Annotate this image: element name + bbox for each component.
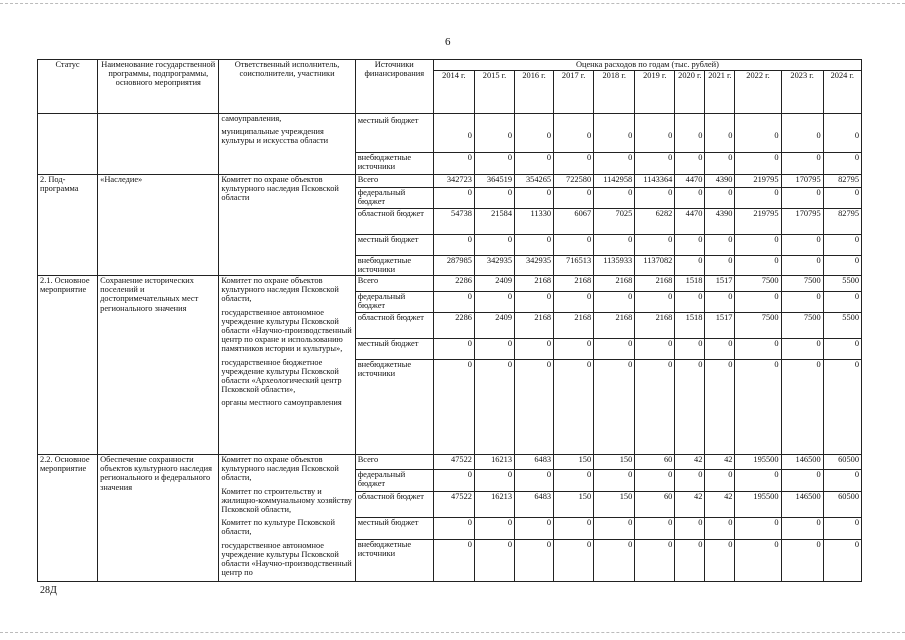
amount-cell: 0 [594,339,635,360]
amount-cell: 0 [735,292,781,313]
amount-cell: 2286 [433,276,474,292]
amount-cell: 0 [781,339,823,360]
header-status: Статус [38,60,98,114]
amount-cell: 21584 [474,209,514,235]
row-responsible [219,175,355,276]
amount-cell: 2168 [594,313,635,339]
amount-cell: 0 [433,517,474,539]
amount-cell: 0 [594,153,635,175]
amount-cell: 170795 [781,175,823,188]
amount-cell: 219795 [735,209,781,235]
amount-cell: 42 [705,491,735,517]
amount-cell: 0 [635,114,675,153]
amount-cell: 0 [515,517,554,539]
amount-cell: 0 [823,188,861,209]
amount-cell: 0 [823,153,861,175]
amount-cell: 0 [554,539,594,582]
amount-cell: 1518 [675,313,705,339]
year-header: 2019 г. [635,71,675,114]
amount-cell: 150 [594,455,635,470]
amount-cell: 4390 [705,209,735,235]
amount-cell: 0 [781,256,823,276]
amount-cell: 0 [433,469,474,491]
amount-cell: 6282 [635,209,675,235]
page-number: 6 [445,36,451,48]
amount-cell: 0 [554,292,594,313]
responsible-party: Комитет по культуре Псковской области, [221,518,335,537]
scan-edge-bottom [0,632,905,633]
amount-cell: 0 [474,517,514,539]
amount-cell: 0 [705,469,735,491]
amount-cell: 219795 [735,175,781,188]
table-body [38,114,862,582]
amount-cell: 0 [433,339,474,360]
amount-cell: 0 [433,292,474,313]
amount-cell: 0 [474,153,514,175]
amount-cell: 60500 [823,491,861,517]
amount-cell: 7500 [781,276,823,292]
amount-cell: 0 [781,539,823,582]
amount-cell: 150 [594,491,635,517]
amount-cell: 0 [594,292,635,313]
table-row [38,175,862,188]
responsible-party: Комитет по охране объектов культурного наследия Псковской области, [221,276,339,304]
amount-cell: 342935 [515,256,554,276]
row-status [38,114,98,175]
amount-cell: 7500 [735,313,781,339]
amount-cell: 42 [675,491,705,517]
amount-cell: 0 [635,539,675,582]
amount-cell: 0 [515,360,554,455]
year-header: 2020 г. [675,71,705,114]
header-sources: Источники финансирования [355,60,433,114]
funding-source: местный бюджет [355,114,433,153]
amount-cell: 16213 [474,455,514,470]
funding-source: местный бюджет [355,235,433,256]
funding-source: областной бюджет [355,491,433,517]
amount-cell: 0 [554,339,594,360]
amount-cell: 0 [675,114,705,153]
amount-cell: 0 [433,235,474,256]
year-header: 2023 г. [781,71,823,114]
amount-cell: 0 [823,292,861,313]
amount-cell: 0 [705,153,735,175]
amount-cell: 5500 [823,313,861,339]
amount-cell: 2168 [635,313,675,339]
amount-cell: 0 [823,360,861,455]
funding-source: внебюджетные источники [355,153,433,175]
amount-cell: 0 [705,339,735,360]
amount-cell: 0 [474,469,514,491]
funding-source: внебюджетные источники [355,360,433,455]
amount-cell: 7500 [781,313,823,339]
amount-cell: 0 [635,188,675,209]
amount-cell: 2168 [515,276,554,292]
amount-cell: 0 [675,517,705,539]
amount-cell: 0 [735,235,781,256]
amount-cell: 0 [594,188,635,209]
amount-cell: 0 [735,114,781,153]
year-header: 2017 г. [554,71,594,114]
funding-source: федеральный бюджет [355,292,433,313]
amount-cell: 0 [705,188,735,209]
amount-cell: 1517 [705,313,735,339]
amount-cell: 0 [735,539,781,582]
amount-cell: 16213 [474,491,514,517]
table-row [38,114,862,153]
amount-cell: 0 [635,339,675,360]
amount-cell: 0 [705,360,735,455]
row-program-name: Обеспечение сохранности объектов культурного наследия регионального и федерального значения [98,455,219,582]
responsible-party: Комитет по охране объектов культурного наследия Псковской области, [221,455,339,483]
amount-cell: 0 [594,517,635,539]
amount-cell: 150 [554,455,594,470]
amount-cell: 42 [675,455,705,470]
amount-cell: 0 [635,235,675,256]
amount-cell: 0 [554,517,594,539]
row-program-name: «Наследие» [98,175,219,276]
amount-cell: 0 [675,339,705,360]
amount-cell: 0 [474,339,514,360]
amount-cell: 0 [823,235,861,256]
amount-cell: 716513 [554,256,594,276]
amount-cell: 0 [781,360,823,455]
scan-edge-top [0,3,905,4]
funding-source: федеральный бюджет [355,469,433,491]
amount-cell: 0 [515,292,554,313]
row-program-name [98,114,219,175]
amount-cell: 2168 [635,276,675,292]
amount-cell: 722580 [554,175,594,188]
funding-source: областной бюджет [355,209,433,235]
amount-cell: 364519 [474,175,514,188]
budget-table [37,59,862,582]
year-header: 2016 г. [515,71,554,114]
responsible-party: самоуправления, [221,114,282,123]
amount-cell: 0 [735,256,781,276]
amount-cell: 0 [675,188,705,209]
amount-cell: 0 [823,339,861,360]
amount-cell: 82795 [823,209,861,235]
amount-cell: 1137082 [635,256,675,276]
amount-cell: 0 [675,235,705,256]
amount-cell: 0 [594,114,635,153]
amount-cell: 0 [594,360,635,455]
amount-cell: 0 [474,235,514,256]
amount-cell: 0 [635,469,675,491]
amount-cell: 342723 [433,175,474,188]
amount-cell: 0 [474,539,514,582]
year-header: 2024 г. [823,71,861,114]
amount-cell: 0 [705,292,735,313]
amount-cell: 7500 [735,276,781,292]
row-status: 2. Под-программа [38,175,98,276]
amount-cell: 7025 [594,209,635,235]
amount-cell: 0 [675,360,705,455]
amount-cell: 0 [594,539,635,582]
amount-cell: 4390 [705,175,735,188]
amount-cell: 0 [823,469,861,491]
amount-cell: 0 [675,539,705,582]
amount-cell: 2409 [474,276,514,292]
amount-cell: 342935 [474,256,514,276]
row-responsible [219,455,355,582]
amount-cell: 0 [781,292,823,313]
amount-cell: 6483 [515,491,554,517]
amount-cell: 47522 [433,491,474,517]
amount-cell: 0 [705,235,735,256]
amount-cell: 0 [554,114,594,153]
amount-cell: 0 [554,153,594,175]
amount-cell: 287985 [433,256,474,276]
responsible-party: Комитет по охране объектов культурного наследия Псковской области [221,175,339,203]
amount-cell: 0 [515,188,554,209]
amount-cell: 0 [781,517,823,539]
amount-cell: 146500 [781,455,823,470]
amount-cell: 0 [823,114,861,153]
amount-cell: 2168 [554,313,594,339]
year-header: 2021 г. [705,71,735,114]
amount-cell: 4470 [675,209,705,235]
amount-cell: 0 [515,114,554,153]
amount-cell: 0 [735,360,781,455]
amount-cell: 0 [781,469,823,491]
amount-cell: 0 [705,539,735,582]
amount-cell: 0 [781,188,823,209]
amount-cell: 1143364 [635,175,675,188]
funding-source: внебюджетные источники [355,539,433,582]
amount-cell: 1135933 [594,256,635,276]
amount-cell: 0 [781,153,823,175]
year-header: 2014 г. [433,71,474,114]
amount-cell: 0 [675,469,705,491]
amount-cell: 0 [735,153,781,175]
amount-cell: 60 [635,455,675,470]
amount-cell: 2286 [433,313,474,339]
responsible-party: государственное автономное учреждение культуры Псковской области «Научно-производственный центр по охране и использованию памятников истории и культуры», [221,307,352,354]
year-header: 2018 г. [594,71,635,114]
funding-source: Всего [355,276,433,292]
amount-cell: 0 [735,339,781,360]
amount-cell: 146500 [781,491,823,517]
funding-source: местный бюджет [355,339,433,360]
funding-source: местный бюджет [355,517,433,539]
amount-cell: 0 [675,292,705,313]
amount-cell: 2168 [594,276,635,292]
row-program-name: Сохранение исторических поселений и достопримечательных мест регионального значения [98,276,219,455]
amount-cell: 6483 [515,455,554,470]
amount-cell: 0 [781,114,823,153]
amount-cell: 150 [554,491,594,517]
amount-cell: 0 [474,114,514,153]
amount-cell: 195500 [735,455,781,470]
amount-cell: 42 [705,455,735,470]
responsible-party: Комитет по строительству и жилищно-коммунальному хозяйству Псковской области, [221,486,352,515]
responsible-party: муниципальные учреждения культуры и искусства области [221,127,329,146]
amount-cell: 0 [474,360,514,455]
table-header [38,60,862,114]
amount-cell: 0 [635,517,675,539]
amount-cell: 0 [675,153,705,175]
amount-cell: 54738 [433,209,474,235]
amount-cell: 0 [635,292,675,313]
year-header: 2015 г. [474,71,514,114]
amount-cell: 0 [594,469,635,491]
header-responsible: Ответственный исполнитель, соисполнители, участники [219,60,355,114]
amount-cell: 0 [705,256,735,276]
amount-cell: 2409 [474,313,514,339]
amount-cell: 0 [735,517,781,539]
amount-cell: 0 [705,517,735,539]
funding-source: Всего [355,175,433,188]
amount-cell: 0 [823,517,861,539]
amount-cell: 0 [675,256,705,276]
amount-cell: 0 [433,114,474,153]
row-status: 2.1. Основное мероприятие [38,276,98,455]
amount-cell: 11330 [515,209,554,235]
amount-cell: 2168 [515,313,554,339]
amount-cell: 0 [515,539,554,582]
responsible-party: государственное автономное учреждение культуры Псковской области «Научно-производственный центр по [221,540,352,578]
row-responsible [219,114,355,175]
amount-cell: 0 [823,256,861,276]
amount-cell: 1518 [675,276,705,292]
header-name: Наименование государственной программы, подпрограммы, основного мероприятия [98,60,219,114]
amount-cell: 0 [474,292,514,313]
document-code: 28Д [40,585,57,596]
funding-source: внебюджетные источники [355,256,433,276]
amount-cell: 354265 [515,175,554,188]
amount-cell: 2168 [554,276,594,292]
amount-cell: 0 [515,469,554,491]
row-status: 2.2. Основное мероприятие [38,455,98,582]
amount-cell: 82795 [823,175,861,188]
amount-cell: 6067 [554,209,594,235]
amount-cell: 47522 [433,455,474,470]
amount-cell: 5500 [823,276,861,292]
amount-cell: 0 [635,153,675,175]
amount-cell: 1142958 [594,175,635,188]
amount-cell: 0 [515,339,554,360]
amount-cell: 0 [515,153,554,175]
amount-cell: 0 [705,114,735,153]
amount-cell: 0 [474,188,514,209]
funding-source: Всего [355,455,433,470]
amount-cell: 0 [554,469,594,491]
responsible-party: органы местного самоуправления [221,398,342,408]
amount-cell: 0 [735,469,781,491]
amount-cell: 0 [554,188,594,209]
amount-cell: 1517 [705,276,735,292]
amount-cell: 0 [433,188,474,209]
row-responsible [219,276,355,455]
amount-cell: 0 [781,235,823,256]
amount-cell: 170795 [781,209,823,235]
header-estimate: Оценка расходов по годам (тыс. рублей) [433,60,861,71]
amount-cell: 0 [554,360,594,455]
amount-cell: 0 [635,360,675,455]
amount-cell: 0 [735,188,781,209]
amount-cell: 195500 [735,491,781,517]
table-row [38,455,862,470]
amount-cell: 0 [433,360,474,455]
responsible-party: государственное бюджетное учреждение культуры Псковской области «Археологический центр Псковской области», [221,357,342,395]
year-header: 2022 г. [735,71,781,114]
amount-cell: 0 [594,235,635,256]
amount-cell: 0 [433,153,474,175]
amount-cell: 0 [433,539,474,582]
amount-cell: 60 [635,491,675,517]
amount-cell: 0 [515,235,554,256]
funding-source: федеральный бюджет [355,188,433,209]
table-row [38,276,862,292]
amount-cell: 0 [554,235,594,256]
amount-cell: 4470 [675,175,705,188]
amount-cell: 0 [823,539,861,582]
funding-source: областной бюджет [355,313,433,339]
amount-cell: 60500 [823,455,861,470]
